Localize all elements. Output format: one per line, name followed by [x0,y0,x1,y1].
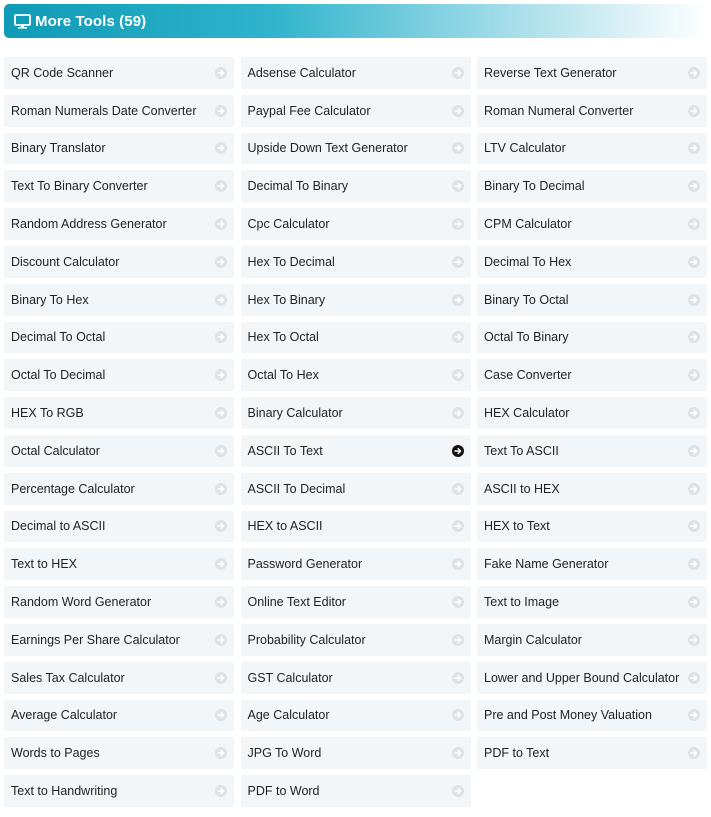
tool-link[interactable] [241,700,471,732]
arrow-circle-right-icon [215,596,227,608]
tool-link[interactable] [4,359,234,391]
tool-label: Text To Binary Converter [11,179,148,194]
arrow-circle-right-icon [688,483,700,495]
tool-label: Words to Pages [11,746,100,761]
arrow-circle-right-icon [452,180,464,192]
tool-label: Reverse Text Generator [484,65,617,80]
tool-label: Pre and Post Money Valuation [484,708,652,723]
tool-label: Adsense Calculator [247,65,356,80]
tool-label: QR Code Scanner [11,65,114,80]
arrow-circle-right-icon [452,747,464,759]
arrow-circle-right-icon [452,520,464,532]
arrow-circle-right-icon [452,445,464,457]
arrow-circle-right-icon [215,520,227,532]
tool-link[interactable] [241,775,471,807]
arrow-circle-right-icon [215,445,227,457]
tool-label: Text to Image [484,595,560,610]
tool-link[interactable] [4,95,234,127]
tool-link[interactable] [241,322,471,354]
arrow-circle-right-icon [688,331,700,343]
tool-label: Probability Calculator [247,632,366,647]
arrow-circle-right-icon [452,369,464,381]
tool-label: Text to Handwriting [11,784,118,799]
tool-label: CPM Calculator [484,217,572,232]
tool-label: Paypal Fee Calculator [247,103,371,118]
tool-link[interactable] [241,511,471,543]
tool-link[interactable] [4,548,234,580]
tool-link[interactable] [241,397,471,429]
tool-label: Random Address Generator [11,217,167,232]
arrow-circle-right-icon [688,218,700,230]
arrow-circle-right-icon [215,218,227,230]
tool-label: HEX To RGB [11,406,84,421]
arrow-circle-right-icon [452,483,464,495]
arrow-circle-right-icon [452,407,464,419]
arrow-circle-right-icon [688,596,700,608]
tool-label: ASCII to HEX [484,481,560,496]
tool-label: Case Converter [484,368,572,383]
tool-label: Octal To Hex [247,368,319,383]
arrow-circle-right-icon [688,407,700,419]
tool-label: Sales Tax Calculator [11,670,125,685]
tool-link[interactable] [241,284,471,316]
tool-label: HEX to ASCII [247,519,323,534]
tool-link[interactable] [241,662,471,694]
tool-label: Binary To Decimal [484,179,585,194]
tool-link[interactable] [241,57,471,89]
tool-link[interactable] [241,624,471,656]
tool-link[interactable] [4,737,234,769]
tool-label: Upside Down Text Generator [247,141,408,156]
arrow-circle-right-icon [215,634,227,646]
arrow-circle-right-icon [452,634,464,646]
tool-label: Octal To Binary [484,330,569,345]
tool-link[interactable] [4,473,234,505]
tools-grid [4,57,707,807]
tool-link[interactable] [477,662,707,694]
arrow-circle-right-icon [688,558,700,570]
tool-link[interactable] [241,435,471,467]
tool-link[interactable] [4,284,234,316]
tool-label: Online Text Editor [247,595,346,610]
arrow-circle-right-icon [215,105,227,117]
tool-link[interactable] [241,95,471,127]
tool-link[interactable] [4,435,234,467]
tool-link[interactable] [241,246,471,278]
tool-link[interactable] [477,95,707,127]
tool-link[interactable] [477,397,707,429]
tool-link[interactable] [4,133,234,165]
tool-link[interactable] [4,208,234,240]
tool-link[interactable] [477,624,707,656]
tool-label: Decimal To Binary [247,179,349,194]
tool-label: Age Calculator [247,708,330,723]
tool-label: GST Calculator [247,670,333,685]
arrow-circle-right-icon [688,520,700,532]
more-tools-header [4,4,707,38]
section-title: More Tools (59) [35,12,147,30]
arrow-circle-right-icon [452,218,464,230]
monitor-icon [14,14,31,29]
tool-link[interactable] [4,586,234,618]
tool-link[interactable] [477,511,707,543]
tool-link[interactable] [241,359,471,391]
tool-link[interactable] [477,284,707,316]
arrow-circle-right-icon [688,445,700,457]
arrow-circle-right-icon [215,331,227,343]
arrow-circle-right-icon [215,256,227,268]
tool-link[interactable] [241,586,471,618]
tool-label: Octal Calculator [11,443,100,458]
tool-link[interactable] [241,133,471,165]
tool-label: Decimal to ASCII [11,519,106,534]
arrow-circle-right-icon [215,294,227,306]
arrow-circle-right-icon [688,256,700,268]
tool-label: Random Word Generator [11,595,152,610]
tool-link[interactable] [477,548,707,580]
tool-link[interactable] [4,170,234,202]
arrow-circle-right-icon [688,634,700,646]
arrow-circle-right-icon [215,483,227,495]
arrow-circle-right-icon [215,180,227,192]
tool-label: Roman Numeral Converter [484,103,634,118]
tool-link[interactable] [4,775,234,807]
tool-link[interactable] [477,133,707,165]
tool-link[interactable] [241,473,471,505]
arrow-circle-right-icon [452,596,464,608]
tool-label: Decimal To Octal [11,330,106,345]
tool-label: HEX to Text [484,519,550,534]
tool-link[interactable] [4,511,234,543]
tool-label: Cpc Calculator [247,217,330,232]
tool-label: Fake Name Generator [484,557,609,572]
tool-label: Binary Calculator [247,406,343,421]
tool-link[interactable] [477,322,707,354]
tool-link[interactable] [477,170,707,202]
arrow-circle-right-icon [215,672,227,684]
tool-link[interactable] [241,548,471,580]
tool-label: ASCII To Decimal [247,481,346,496]
tool-link[interactable] [4,397,234,429]
tool-label: Text To ASCII [484,443,559,458]
arrow-circle-right-icon [215,407,227,419]
arrow-circle-right-icon [688,180,700,192]
tool-label: Percentage Calculator [11,481,135,496]
tool-link[interactable] [241,737,471,769]
tool-label: PDF to Word [247,784,320,799]
arrow-circle-right-icon [215,747,227,759]
tool-link[interactable] [477,359,707,391]
tool-label: HEX Calculator [484,406,570,421]
arrow-circle-right-icon [452,105,464,117]
arrow-circle-right-icon [452,558,464,570]
arrow-circle-right-icon [688,67,700,79]
tool-link[interactable] [4,662,234,694]
arrow-circle-right-icon [688,369,700,381]
tool-label: Password Generator [247,557,363,572]
arrow-circle-right-icon [452,67,464,79]
arrow-circle-right-icon [452,331,464,343]
tool-link[interactable] [241,208,471,240]
arrow-circle-right-icon [452,709,464,721]
tool-link[interactable] [477,435,707,467]
arrow-circle-right-icon [688,294,700,306]
tool-label: Hex To Decimal [247,254,335,269]
tool-label: JPG To Word [247,746,322,761]
arrow-circle-right-icon [452,142,464,154]
tool-label: Hex To Octal [247,330,319,345]
arrow-circle-right-icon [452,294,464,306]
arrow-circle-right-icon [215,785,227,797]
tool-label: Roman Numerals Date Converter [11,103,197,118]
arrow-circle-right-icon [452,785,464,797]
arrow-circle-right-icon [452,256,464,268]
tool-link[interactable] [4,700,234,732]
arrow-circle-right-icon [452,672,464,684]
tool-link[interactable] [4,624,234,656]
tool-label: Lower and Upper Bound Calculator [484,670,680,685]
tool-link[interactable] [4,246,234,278]
tool-label: Discount Calculator [11,254,120,269]
arrow-circle-right-icon [688,672,700,684]
arrow-circle-right-icon [688,709,700,721]
tool-label: Binary Translator [11,141,106,156]
tool-link[interactable] [477,473,707,505]
tool-label: PDF to Text [484,746,550,761]
tool-label: Octal To Decimal [11,368,106,383]
tool-label: Binary To Octal [484,292,569,307]
tool-link[interactable] [241,170,471,202]
tool-link[interactable] [4,57,234,89]
tool-label: LTV Calculator [484,141,566,156]
arrow-circle-right-icon [215,558,227,570]
tool-label: Margin Calculator [484,632,582,647]
tool-label: Binary To Hex [11,292,89,307]
tool-link[interactable] [4,322,234,354]
tool-label: Earnings Per Share Calculator [11,632,180,647]
tool-link[interactable] [477,208,707,240]
tool-link[interactable] [477,246,707,278]
tool-link[interactable] [477,586,707,618]
arrow-circle-right-icon [215,142,227,154]
tool-link[interactable] [477,737,707,769]
tool-label: Average Calculator [11,708,118,723]
arrow-circle-right-icon [215,67,227,79]
arrow-circle-right-icon [215,709,227,721]
tool-label: Decimal To Hex [484,254,572,269]
tool-label: ASCII To Text [247,443,323,458]
tool-link[interactable] [477,57,707,89]
arrow-circle-right-icon [688,142,700,154]
tool-label: Text to HEX [11,557,77,572]
tool-label: Hex To Binary [247,292,326,307]
arrow-circle-right-icon [688,747,700,759]
arrow-circle-right-icon [688,105,700,117]
arrow-circle-right-icon [215,369,227,381]
tool-link[interactable] [477,700,707,732]
